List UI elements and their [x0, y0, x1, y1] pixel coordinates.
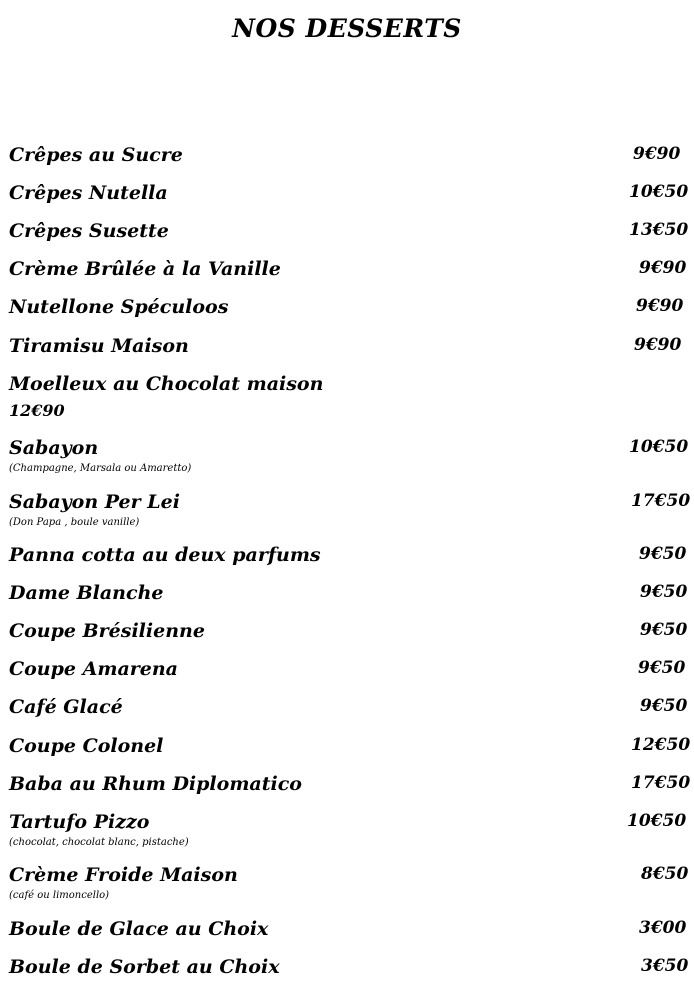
item-name: Café Glacé — [9, 696, 123, 718]
item-price: 9€90 — [636, 296, 684, 316]
menu-title: NOS DESSERTS — [232, 14, 462, 43]
item-name: Tiramisu Maison — [9, 335, 189, 357]
item-name: Moelleux au Chocolat maison — [9, 373, 324, 395]
item-price: 13€50 — [629, 220, 689, 240]
item-price: 9€50 — [640, 582, 688, 602]
item-name: Boule de Glace au Choix — [9, 918, 269, 940]
item-price: 9€50 — [638, 658, 686, 678]
item-name: Coupe Brésilienne — [9, 620, 205, 642]
item-price: 10€50 — [627, 811, 687, 831]
item-price: 9€90 — [633, 144, 681, 164]
item-name: Crêpes Susette — [9, 220, 169, 242]
item-price: 9€90 — [639, 258, 687, 278]
item-name: Coupe Colonel — [9, 735, 164, 757]
item-price: 9€90 — [634, 335, 682, 355]
item-name: Nutellone Spéculoos — [9, 296, 229, 318]
item-name: Sabayon — [9, 437, 99, 459]
item-description: (chocolat, chocolat blanc, pistache) — [9, 837, 189, 848]
item-price: 8€50 — [641, 864, 689, 884]
item-price: 3€00 — [639, 918, 687, 938]
item-name: Boule de Sorbet au Choix — [9, 956, 280, 978]
item-price: 12€90 — [9, 401, 65, 420]
item-name: Baba au Rhum Diplomatico — [9, 773, 302, 795]
item-description: (Champagne, Marsala ou Amaretto) — [9, 463, 192, 474]
item-price: 17€50 — [631, 773, 691, 793]
item-name: Sabayon Per Lei — [9, 491, 180, 513]
item-name: Crêpes au Sucre — [9, 144, 183, 166]
item-price: 10€50 — [629, 437, 689, 457]
item-price: 10€50 — [629, 182, 689, 202]
item-price: 9€50 — [640, 696, 688, 716]
item-name: Crème Brûlée à la Vanille — [9, 258, 281, 280]
item-name: Coupe Amarena — [9, 658, 178, 680]
item-description: (Don Papa , boule vanille) — [9, 517, 140, 528]
item-price: 9€50 — [639, 544, 687, 564]
item-price: 3€50 — [641, 956, 689, 976]
item-price: 9€50 — [640, 620, 688, 640]
item-price: 17€50 — [631, 491, 691, 511]
item-name: Tartufo Pizzo — [9, 811, 150, 833]
item-name: Crêpes Nutella — [9, 182, 168, 204]
item-description: (café ou limoncello) — [9, 890, 110, 901]
item-name: Crème Froide Maison — [9, 864, 238, 886]
item-price: 12€50 — [631, 735, 691, 755]
item-name: Panna cotta au deux parfums — [9, 544, 321, 566]
item-name: Dame Blanche — [9, 582, 164, 604]
